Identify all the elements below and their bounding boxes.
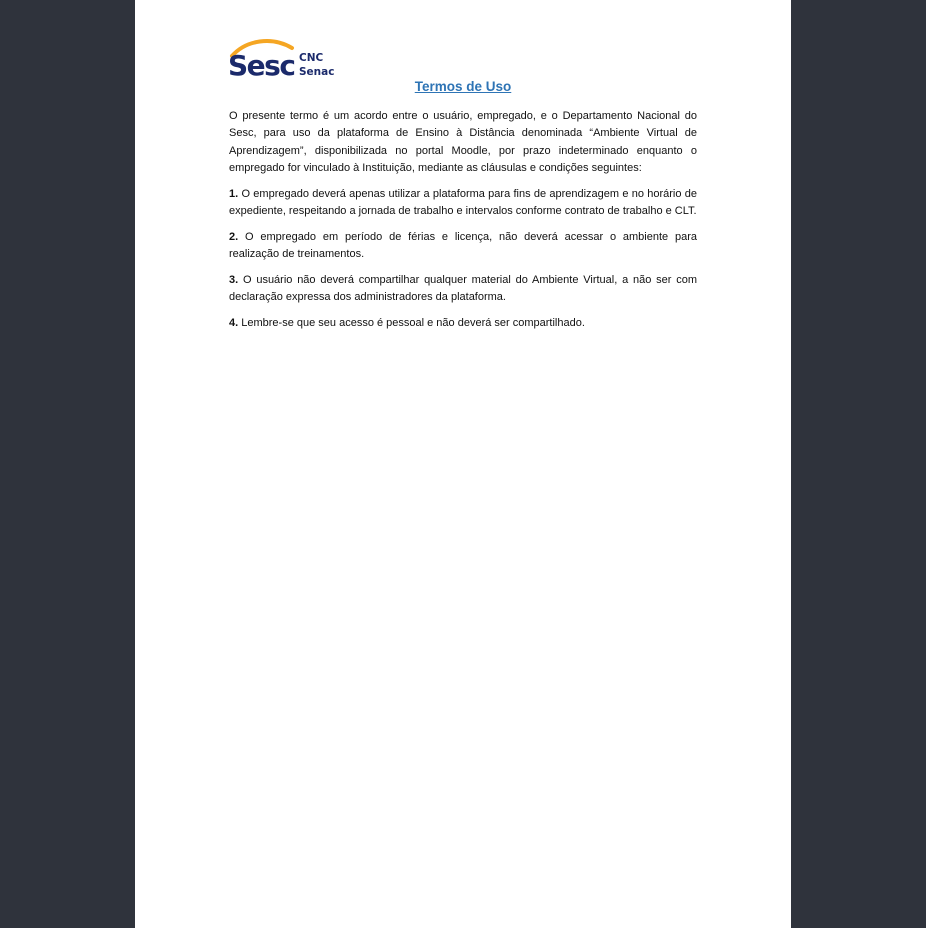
clause-3 xyxy=(229,272,697,307)
document-title: Termos de Uso xyxy=(414,79,512,94)
clause-text: O empregado em período de férias e licença, não deverá acessar o ambiente para realização de treinamentos. xyxy=(229,230,697,261)
clause-text: Lembre-se que seu acesso é pessoal e não deverá ser compartilhado. xyxy=(238,317,585,330)
clause-2 xyxy=(229,229,697,264)
svg-text:Senac: Senac xyxy=(299,66,335,78)
clause-number: 1. xyxy=(229,187,239,200)
svg-text:CNC: CNC xyxy=(299,52,324,64)
clause-text: O usuário não deverá compartilhar qualquer material do Ambiente Virtual, a não ser com declaração expressa dos administradores da plataforma. xyxy=(229,274,697,304)
clause-1 xyxy=(229,186,697,221)
svg-text:Sesc: Sesc xyxy=(228,49,295,80)
clause-text: O empregado deverá apenas utilizar a plataforma para fins de aprendizagem e no horário de expediente, respeitando a jornada de trabalho e intervalos conforme contrato de trabalho e CLT. xyxy=(229,187,697,218)
intro-paragraph: O presente termo é um acordo entre o usuário, empregado, e o Departamento Nacional do Sesc, para uso da plataforma de Ensino à Distância denominada “Ambiente Virtual de Aprendizagem”, disponibilizada no portal Moodle, por prazo indeterminado enquanto o empregado for vinculado à Instituição, mediante as cláusulas e condições seguintes: xyxy=(229,110,697,174)
clause-number: 4. xyxy=(229,317,239,330)
clause-number: 3. xyxy=(229,274,239,287)
sesc-senac-logo xyxy=(228,38,338,80)
document-page xyxy=(135,0,791,928)
clause-number: 2. xyxy=(229,230,239,243)
clause-4 xyxy=(229,315,697,332)
document-body xyxy=(229,108,697,341)
